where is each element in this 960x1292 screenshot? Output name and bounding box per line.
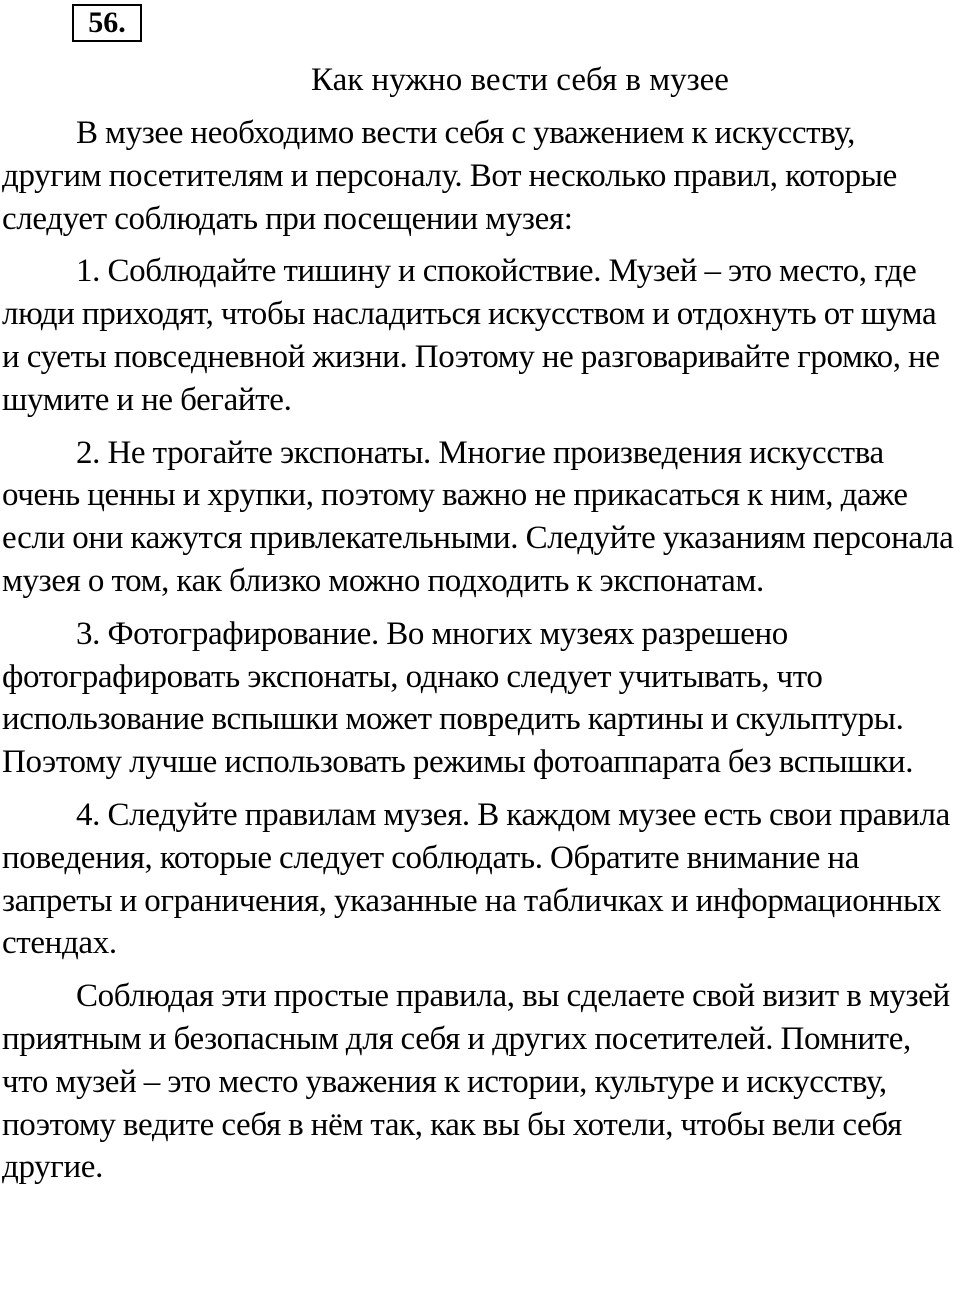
rule-paragraph-1: 1. Соблюдайте тишину и спокойствие. Музей – это место, где люди приходят, чтобы насладиться искусством и отдохнуть от шума и суеты повседневной жизни. Поэтому не разговаривайте громко, не шумите и не бегайте. (2, 253, 940, 418)
intro-paragraph: В музее необходимо вести себя с уважением к искусству, другим посетителям и персоналу. Вот несколько правил, которые следует соблюдать при посещении музея: (2, 115, 897, 237)
rule-paragraph-2: 2. Не трогайте экспонаты. Многие произведения искусства очень ценны и хрупки, поэтому важно не прикасаться к ним, даже если они кажутся привлекательными. Следуйте указаниям персонала музея о том, как близко можно подходить к экспонатам. (2, 434, 954, 599)
task-number-badge: 56. (72, 4, 142, 42)
rule-paragraph-3: 3. Фотографирование. Во многих музеях разрешено фотографировать экспонаты, однако следует учитывать, что использование вспышки может повредить картины и скульптуры. Поэтому лучше использовать режимы фотоаппарата без вспышки. (2, 615, 914, 781)
conclusion-paragraph: Соблюдая эти простые правила, вы сделаете свой визит в музей приятным и безопасным для себя и других посетителей. Помните, что музей – это место уважения к истории, культуре и искусству, поэтому ведите себя в нём так, как вы бы хотели, чтобы вели себя другие. (2, 978, 950, 1186)
body-text (2, 112, 958, 1199)
page-title: Как нужно вести себя в музее (311, 62, 729, 98)
rule-paragraph-4: 4. Следуйте правилам музея. В каждом музее есть свои правила поведения, которые следует соблюдать. Обратите внимание на запреты и ограничения, указанные на табличках и информационных стендах. (2, 796, 950, 962)
